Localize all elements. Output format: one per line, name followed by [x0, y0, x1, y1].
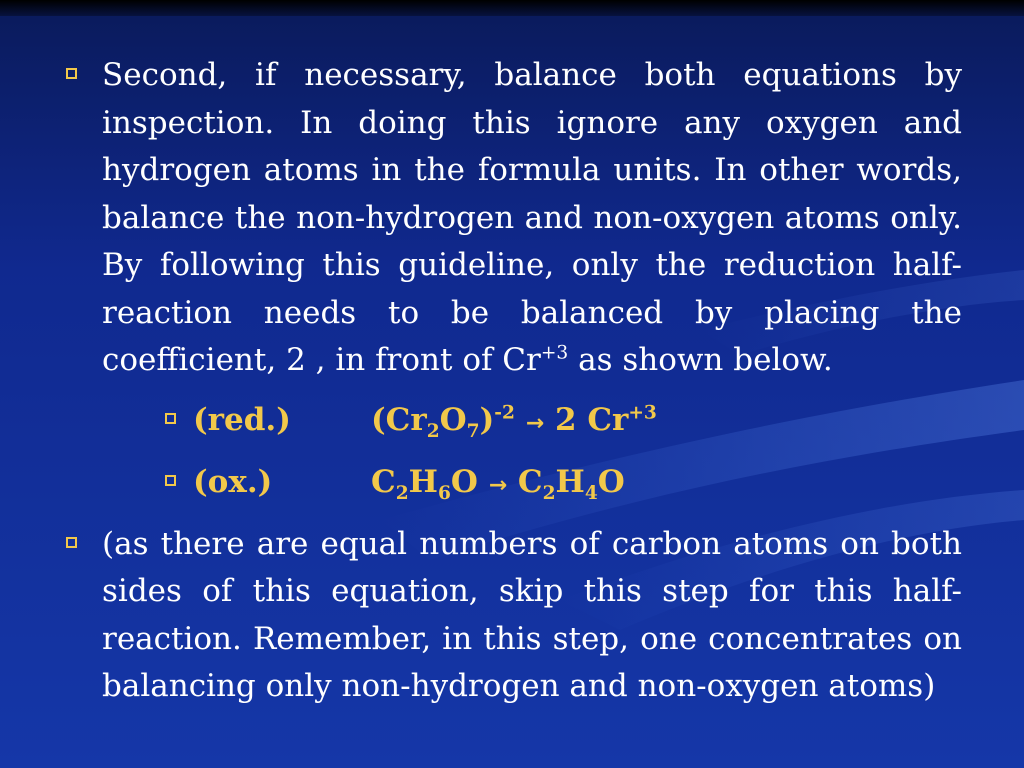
paragraph-1-superscript: +3: [540, 342, 569, 364]
slide-content: [62, 52, 962, 723]
oxidation-equation: [371, 463, 625, 504]
paragraph-2-text: (as there are equal numbers of carbon atoms on both sides of this equation, skip this step for this half-reaction. Remember, in this step, one concentrates on balancing only non-hydrogen and non-oxygen atoms): [102, 525, 962, 704]
reduction-label: (red.): [193, 401, 291, 438]
eq-subscript: 7: [466, 420, 480, 442]
hollow-square-bullet-icon: [165, 413, 176, 424]
bullet-paragraph-2: [62, 521, 962, 711]
eq-part: H: [408, 463, 438, 500]
right-arrow-icon: →: [525, 410, 545, 436]
sub-bullet-reduction: [165, 397, 962, 447]
eq-superscript: +3: [628, 402, 657, 424]
eq-subscript: 4: [584, 482, 598, 504]
eq-part: O: [439, 401, 467, 438]
oxidation-label: (ox.): [193, 463, 273, 500]
paragraph-1-text-end: as shown below.: [568, 342, 833, 378]
hollow-square-bullet-icon: [66, 68, 77, 79]
eq-subscript: 2: [395, 482, 409, 504]
eq-part: 2 Cr: [544, 401, 629, 438]
eq-part: O: [450, 463, 489, 500]
paragraph-1-text: Second, if necessary, balance both equations by inspection. In doing this ignore any oxygen and hydrogen atoms in the formula units. In other words, balance the non-hydrogen and non-oxygen atoms only. By following this guideline, only the reduction half-reaction needs to be balanced by placing the coefficient, 2 , in front of Cr: [102, 57, 962, 378]
eq-part: ): [479, 401, 495, 438]
hollow-square-bullet-icon: [66, 537, 77, 548]
right-arrow-icon: →: [488, 472, 508, 498]
eq-part: C: [371, 463, 396, 500]
eq-subscript: 2: [426, 420, 440, 442]
eq-part: (Cr: [371, 401, 427, 438]
eq-subscript: 6: [437, 482, 451, 504]
reduction-equation: [371, 401, 657, 442]
sub-bullet-oxidation: [165, 459, 962, 509]
eq-superscript: -2: [494, 402, 515, 424]
eq-part: H: [555, 463, 585, 500]
eq-part: O: [597, 463, 625, 500]
bullet-paragraph-1: [62, 52, 962, 385]
hollow-square-bullet-icon: [165, 475, 176, 486]
eq-subscript: 2: [542, 482, 556, 504]
eq-part: C: [507, 463, 543, 500]
